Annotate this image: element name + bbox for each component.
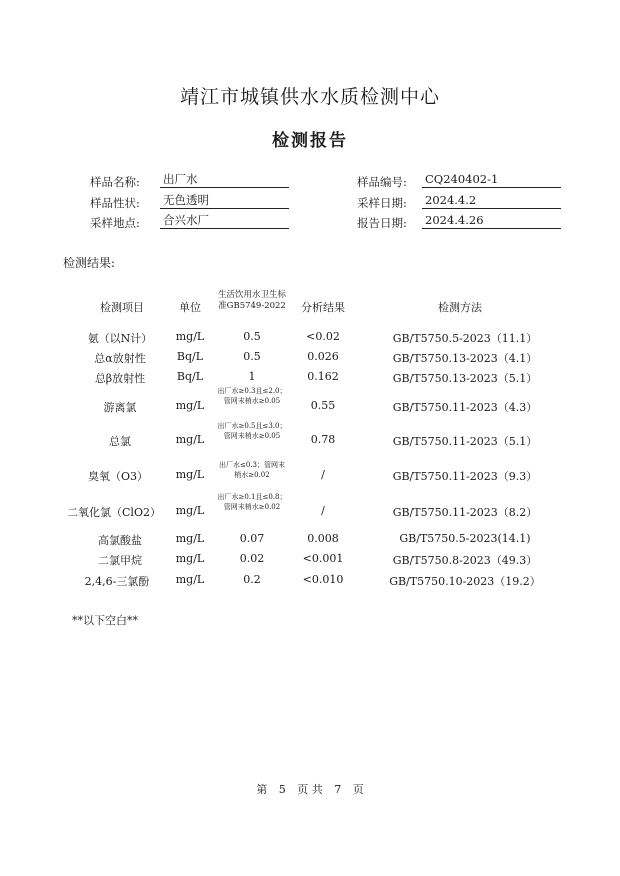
table-row-item: 二氧化氯（ClO2） [67,506,161,519]
page-indicator [0,781,620,797]
sampling-date-value: 2024.4.2 [422,193,561,209]
table-row-standard: 0.02 [239,552,265,565]
table-row-method: GB/T5750.10-2023（19.2） [389,575,541,588]
table-row-unit: Bq/L [176,350,204,363]
table-row-unit: mg/L [175,433,205,446]
table-row-item: 高氯酸盐 [98,534,142,547]
report-title: 检测报告 [272,131,348,151]
table-row-unit: mg/L [175,504,205,517]
table-row-result: <0.001 [302,552,344,565]
sample-no-value: CQ240402-1 [422,172,561,188]
table-row-item: 游离氯 [103,401,137,414]
table-row-result: 0.78 [310,433,336,446]
table-row-standard-note: 出厂水≥0.3且≤2.0；管网末梢水≥0.05 [217,387,287,405]
column-header-result: 分析结果 [301,301,345,314]
sample-name-label: 样品名称: [90,175,140,189]
table-row-result: <0.010 [302,573,344,586]
sampling-date-label: 采样日期: [357,196,407,210]
table-row-standard-note: 出厂水≥0.1且≤0.8；管网末梢水≥0.02 [217,493,287,511]
table-row-unit: mg/L [175,468,205,481]
table-row-result: / [321,468,325,481]
table-row-unit: mg/L [175,330,205,343]
table-row-result: 0.026 [307,350,339,363]
table-row-result: <0.02 [306,330,340,343]
table-row-standard: 0.5 [243,330,261,343]
page-mid: 页 共 [297,783,323,796]
table-row-unit: mg/L [175,573,205,586]
table-row-standard: 0.07 [239,532,265,545]
column-header-unit: 单位 [179,301,201,314]
table-row-method: GB/T5750.13-2023（4.1） [392,352,538,365]
table-row-method: GB/T5750.13-2023（5.1） [392,372,538,385]
column-header-method: 检测方法 [438,301,482,314]
sample-property-value: 无色透明 [160,193,289,209]
page-current: 5 [278,783,286,796]
column-header-item: 检测项目 [100,301,144,314]
organization-name: 靖江市城镇供水水质检测中心 [179,86,440,108]
table-row-item: 臭氧（O3） [87,470,149,483]
table-row-unit: Bq/L [176,370,204,383]
page-prefix: 第 [256,783,268,796]
table-row-method: GB/T5750.11-2023（9.3） [392,470,538,483]
table-row-method: GB/T5750.11-2023（4.3） [392,401,538,414]
table-row-result: 0.55 [310,399,336,412]
table-row-unit: mg/L [175,532,205,545]
table-row-result: 0.162 [307,370,339,383]
table-row-item: 总氯 [109,435,131,448]
column-header-standard: 生活饮用水卫生标准GB5749-2022 [217,290,286,311]
table-row-standard: 1 [248,370,256,383]
table-row-method: GB/T5750.5-2023（11.1） [392,332,538,345]
report-date-label: 报告日期: [357,216,407,230]
sample-no-label: 样品编号: [357,175,407,189]
table-row-item: 总β放射性 [94,372,146,385]
results-section-title: 检测结果: [63,256,116,270]
sample-location-label: 采样地点: [90,216,140,230]
table-row-standard: 0.5 [243,350,261,363]
table-row-method: GB/T5750.11-2023（8.2） [392,506,538,519]
sample-location-value: 合兴水厂 [160,213,289,229]
page-total: 7 [334,783,342,796]
table-row-result: 0.008 [307,532,339,545]
table-row-standard: 0.2 [243,573,261,586]
table-row-method: GB/T5750.11-2023（5.1） [392,435,538,448]
table-row-item: 二氯甲烷 [98,554,142,567]
end-of-table-note: **以下空白** [72,614,138,627]
table-row-result: / [321,504,325,517]
table-row-unit: mg/L [175,399,205,412]
table-row-unit: mg/L [175,552,205,565]
sample-property-label: 样品性状: [90,196,140,210]
page-suffix: 页 [352,783,364,796]
table-row-standard-note: 出厂水≥0.5且≤3.0；管网末梢水≥0.05 [217,422,287,440]
table-row-standard-note: 出厂水≤0.3；管网末梢水≥0.02 [219,461,285,479]
table-row-item: 总α放射性 [94,352,146,365]
table-row-method: GB/T5750.8-2023（49.3） [392,554,538,567]
sample-name-value: 出厂水 [160,172,289,188]
table-row-method: GB/T5750.5-2023(14.1) [399,532,531,545]
report-date-value: 2024.4.26 [422,213,561,229]
table-row-item: 2,4,6-三氯酚 [84,575,150,588]
table-row-item: 氨（以N计） [87,332,153,345]
